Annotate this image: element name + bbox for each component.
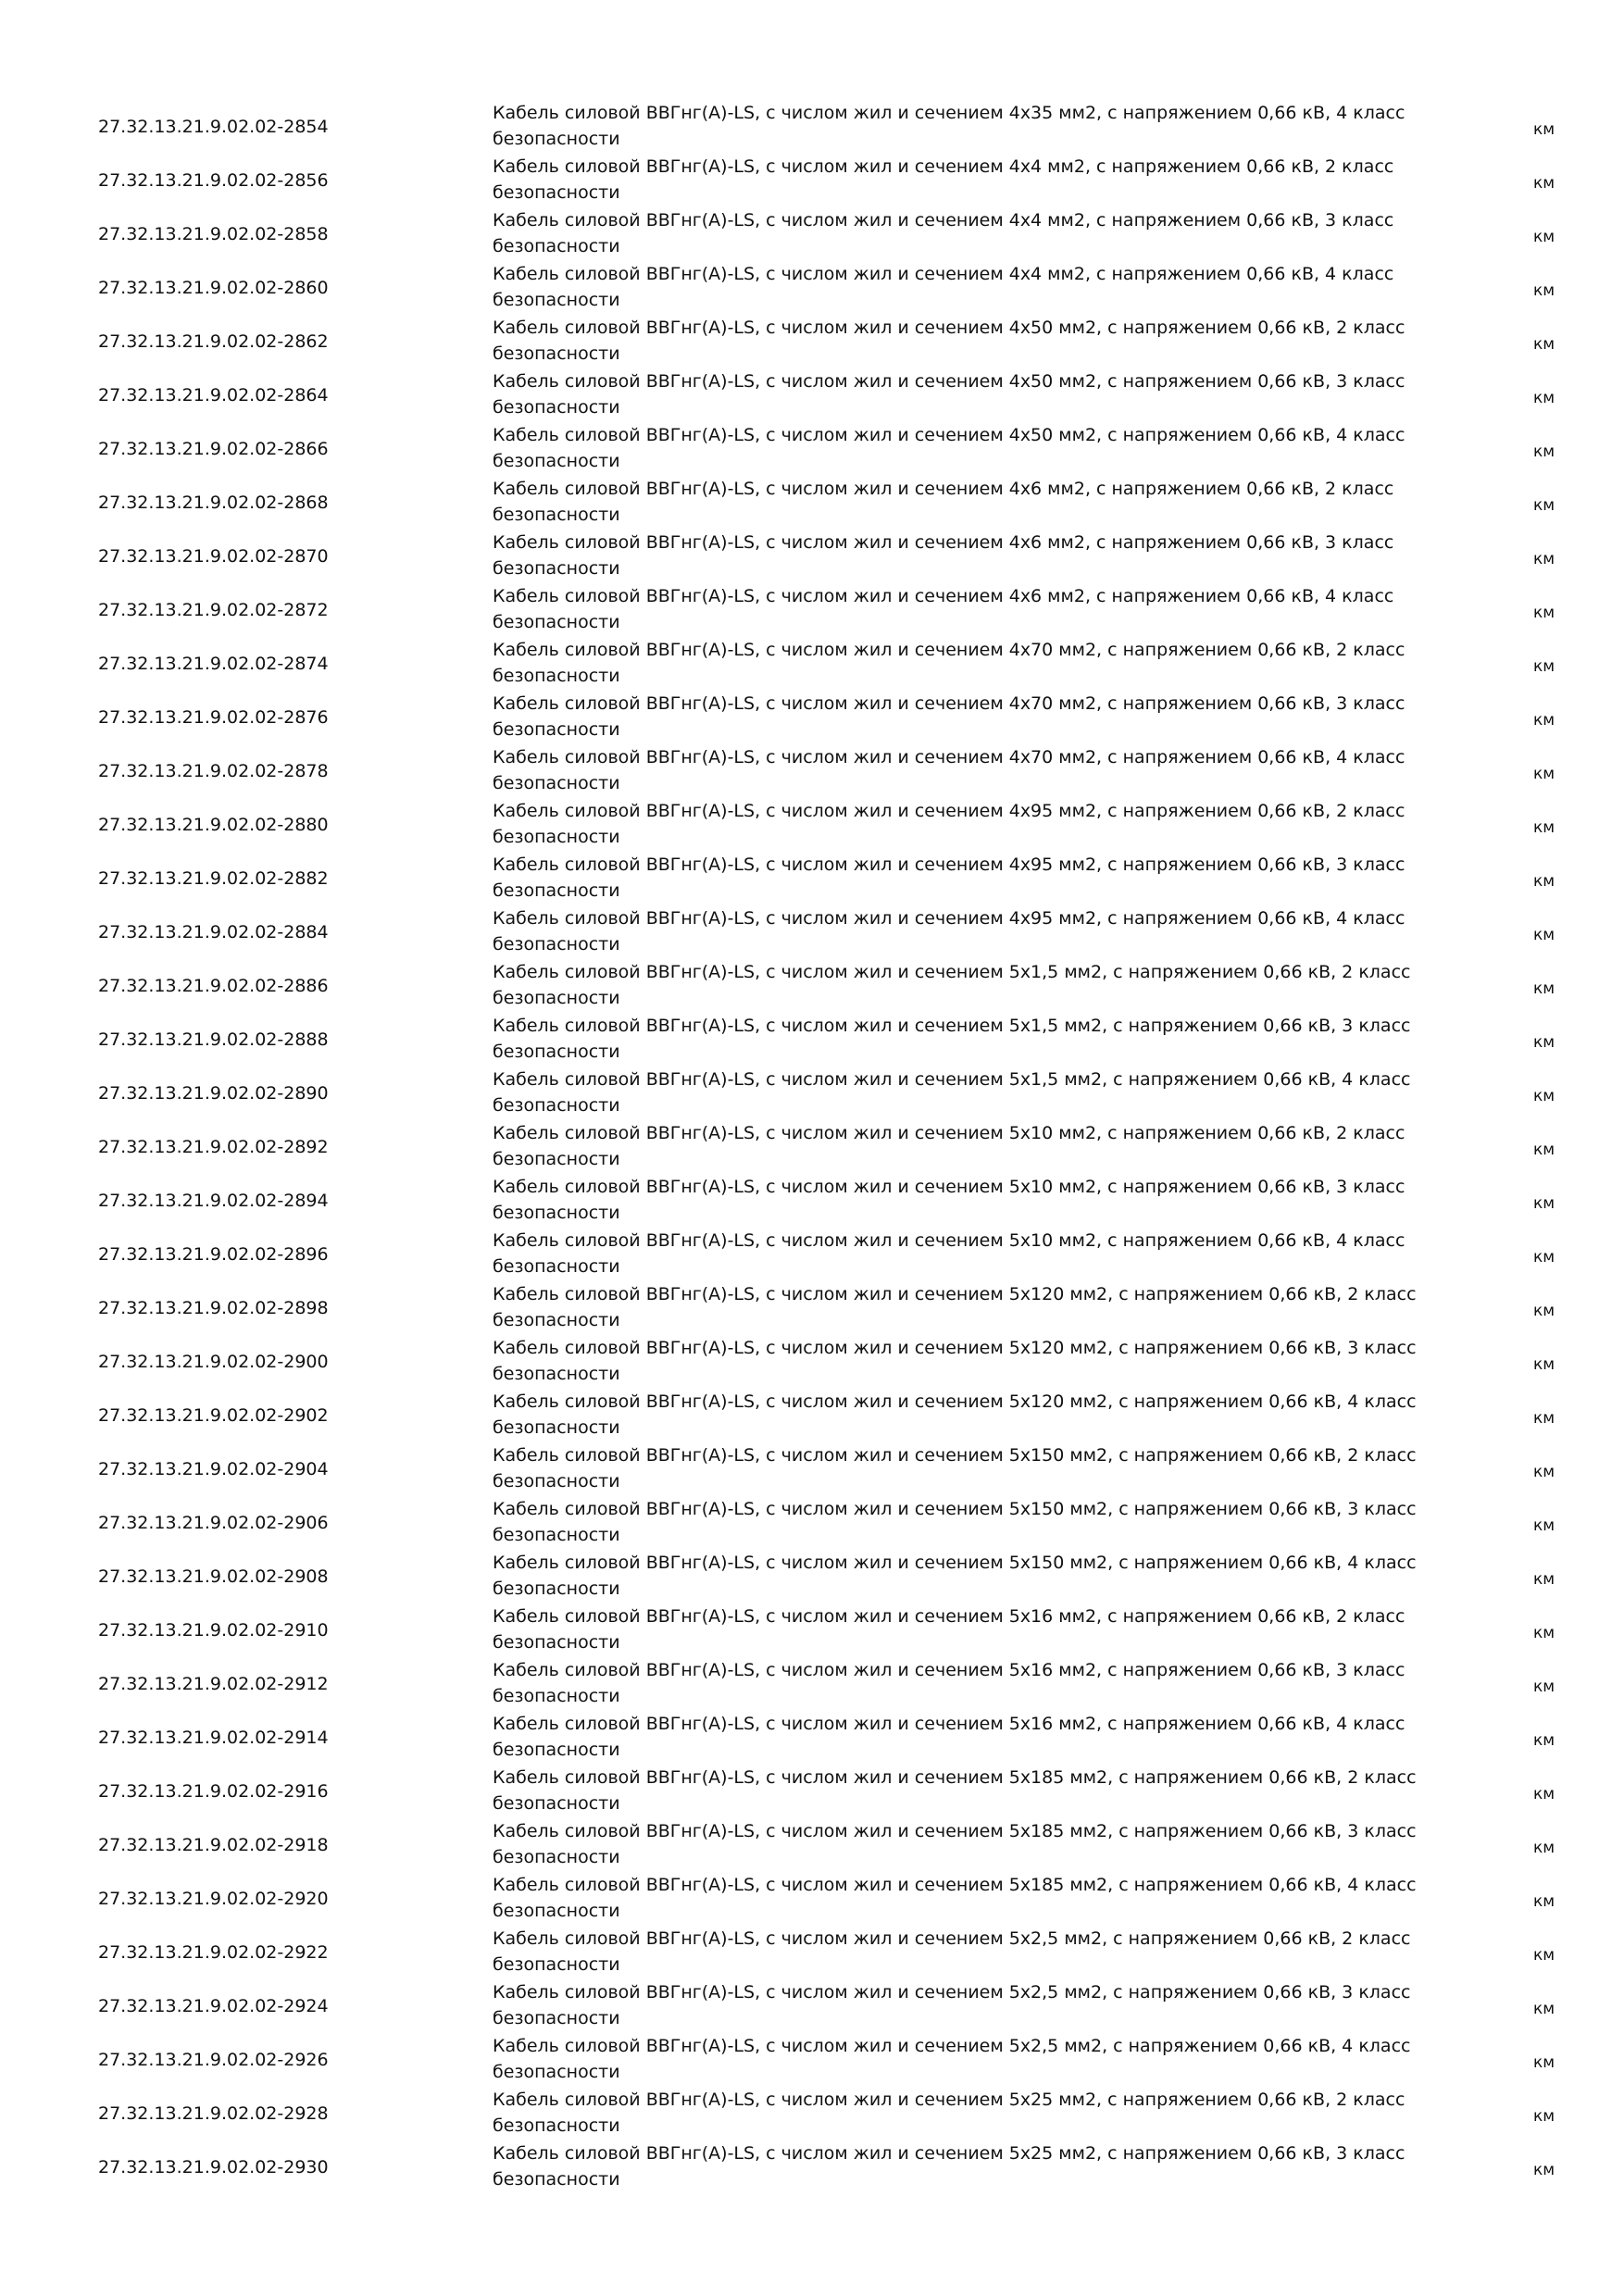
item-code: 27.32.13.21.9.02.02-2854 bbox=[98, 117, 329, 137]
item-description-line1: Кабель силовой ВВГнг(А)-LS, с числом жил и сечением 4х70 мм2, с напряжением 0,66 кВ, 2 класс bbox=[493, 640, 1405, 660]
item-description-line1: Кабель силовой ВВГнг(А)-LS, с числом жил и сечением 5х25 мм2, с напряжением 0,66 кВ, 3 класс bbox=[493, 2143, 1405, 2164]
item-description-line1: Кабель силовой ВВГнг(А)-LS, с числом жил и сечением 4х70 мм2, с напряжением 0,66 кВ, 3 класс bbox=[493, 693, 1405, 714]
item-unit: км bbox=[1533, 2107, 1555, 2126]
item-description-line1: Кабель силовой ВВГнг(А)-LS, с числом жил и сечением 4х6 мм2, с напряжением 0,66 кВ, 2 класс bbox=[493, 479, 1394, 499]
item-unit: км bbox=[1533, 120, 1555, 139]
item-description-line1: Кабель силовой ВВГнг(А)-LS, с числом жил и сечением 5х10 мм2, с напряжением 0,66 кВ, 4 класс bbox=[493, 1230, 1405, 1251]
item-code: 27.32.13.21.9.02.02-2924 bbox=[98, 1996, 329, 2016]
table-row bbox=[0, 154, 1624, 207]
item-unit: км bbox=[1533, 228, 1555, 246]
table-row bbox=[0, 422, 1624, 476]
item-description bbox=[493, 1067, 1418, 1118]
item-description-line2: безопасности bbox=[493, 2169, 620, 2190]
item-description-line2: безопасности bbox=[493, 1954, 620, 1975]
item-code: 27.32.13.21.9.02.02-2918 bbox=[98, 1835, 329, 1855]
item-description-line2: безопасности bbox=[493, 290, 620, 310]
item-description-line2: безопасности bbox=[493, 1042, 620, 1062]
item-description bbox=[493, 1711, 1418, 1763]
table-row bbox=[0, 1872, 1624, 1926]
item-description bbox=[493, 583, 1418, 635]
item-description bbox=[493, 1120, 1418, 1172]
table-row bbox=[0, 1765, 1624, 1818]
item-unit: км bbox=[1533, 2000, 1555, 2018]
item-description-line1: Кабель силовой ВВГнг(А)-LS, с числом жил и сечением 4х70 мм2, с напряжением 0,66 кВ, 4 класс bbox=[493, 747, 1405, 767]
table-row bbox=[0, 798, 1624, 852]
table-row bbox=[0, 1281, 1624, 1335]
item-description bbox=[493, 1765, 1418, 1816]
item-code: 27.32.13.21.9.02.02-2870 bbox=[98, 546, 329, 567]
item-description bbox=[493, 744, 1418, 796]
item-description-line2: безопасности bbox=[493, 2062, 620, 2082]
item-description-line1: Кабель силовой ВВГнг(А)-LS, с числом жил и сечением 5х185 мм2, с напряжением 0,66 кВ, 2 класс bbox=[493, 1767, 1417, 1788]
item-unit: км bbox=[1533, 496, 1555, 515]
table-row bbox=[0, 368, 1624, 422]
item-description-line1: Кабель силовой ВВГнг(А)-LS, с числом жил и сечением 4х50 мм2, с напряжением 0,66 кВ, 2 класс bbox=[493, 318, 1405, 338]
item-description-line2: безопасности bbox=[493, 612, 620, 632]
item-description-line2: безопасности bbox=[493, 1417, 620, 1438]
item-code: 27.32.13.21.9.02.02-2884 bbox=[98, 922, 329, 942]
item-code: 27.32.13.21.9.02.02-2874 bbox=[98, 654, 329, 674]
table-row bbox=[0, 1335, 1624, 1389]
item-code: 27.32.13.21.9.02.02-2916 bbox=[98, 1781, 329, 1802]
table-row bbox=[0, 1550, 1624, 1603]
item-description-line2: безопасности bbox=[493, 397, 620, 418]
table-row bbox=[0, 1926, 1624, 1979]
item-description-line1: Кабель силовой ВВГнг(А)-LS, с числом жил и сечением 4х4 мм2, с напряжением 0,66 кВ, 4 класс bbox=[493, 264, 1394, 284]
table-row bbox=[0, 1657, 1624, 1711]
item-description-line2: безопасности bbox=[493, 1740, 620, 1760]
item-description-line1: Кабель силовой ВВГнг(А)-LS, с числом жил и сечением 5х16 мм2, с напряжением 0,66 кВ, 4 класс bbox=[493, 1714, 1405, 1734]
item-description-line1: Кабель силовой ВВГнг(А)-LS, с числом жил и сечением 5х120 мм2, с напряжением 0,66 кВ, 3 класс bbox=[493, 1338, 1417, 1358]
item-code: 27.32.13.21.9.02.02-2888 bbox=[98, 1029, 329, 1050]
table-row bbox=[0, 691, 1624, 744]
table-row bbox=[0, 207, 1624, 261]
item-code: 27.32.13.21.9.02.02-2910 bbox=[98, 1620, 329, 1641]
item-description-line1: Кабель силовой ВВГнг(А)-LS, с числом жил и сечением 5х16 мм2, с напряжением 0,66 кВ, 3 класс bbox=[493, 1660, 1405, 1680]
item-description-line1: Кабель силовой ВВГнг(А)-LS, с числом жил и сечением 5х10 мм2, с напряжением 0,66 кВ, 3 класс bbox=[493, 1177, 1405, 1197]
item-description bbox=[493, 476, 1418, 528]
item-unit: км bbox=[1533, 1194, 1555, 1213]
item-description-line1: Кабель силовой ВВГнг(А)-LS, с числом жил и сечением 5х1,5 мм2, с напряжением 0,66 кВ, 3 класс bbox=[493, 1016, 1411, 1036]
item-unit: км bbox=[1533, 980, 1555, 998]
item-description bbox=[493, 1013, 1418, 1065]
item-description-line2: безопасности bbox=[493, 934, 620, 955]
item-description-line1: Кабель силовой ВВГнг(А)-LS, с числом жил и сечением 5х25 мм2, с напряжением 0,66 кВ, 2 класс bbox=[493, 2090, 1405, 2110]
item-description-line1: Кабель силовой ВВГнг(А)-LS, с числом жил и сечением 5х150 мм2, с напряжением 0,66 кВ, 2 класс bbox=[493, 1445, 1417, 1466]
item-description bbox=[493, 315, 1418, 367]
item-description bbox=[493, 100, 1418, 152]
table-row bbox=[0, 905, 1624, 959]
item-description-line2: безопасности bbox=[493, 1471, 620, 1491]
table-row bbox=[0, 1711, 1624, 1765]
table-row bbox=[0, 744, 1624, 798]
item-description bbox=[493, 852, 1418, 904]
item-unit: км bbox=[1533, 1570, 1555, 1589]
table-row bbox=[0, 1228, 1624, 1281]
item-description bbox=[493, 1979, 1418, 2031]
item-description-line2: безопасности bbox=[493, 451, 620, 471]
item-description bbox=[493, 1281, 1418, 1333]
table-row bbox=[0, 583, 1624, 637]
item-description bbox=[493, 1496, 1418, 1548]
item-description-line1: Кабель силовой ВВГнг(А)-LS, с числом жил и сечением 5х1,5 мм2, с напряжением 0,66 кВ, 2 класс bbox=[493, 962, 1411, 982]
item-unit: км bbox=[1533, 818, 1555, 837]
item-unit: км bbox=[1533, 1785, 1555, 1803]
table-row bbox=[0, 1389, 1624, 1442]
table-row bbox=[0, 1120, 1624, 1174]
item-unit: км bbox=[1533, 765, 1555, 783]
table-row bbox=[0, 1013, 1624, 1067]
item-code: 27.32.13.21.9.02.02-2882 bbox=[98, 868, 329, 889]
item-description bbox=[493, 530, 1418, 581]
item-description-line2: безопасности bbox=[493, 1364, 620, 1384]
item-code: 27.32.13.21.9.02.02-2906 bbox=[98, 1513, 329, 1533]
table-row bbox=[0, 852, 1624, 905]
item-description-line2: безопасности bbox=[493, 1149, 620, 1169]
item-description-line1: Кабель силовой ВВГнг(А)-LS, с числом жил и сечением 5х120 мм2, с напряжением 0,66 кВ, 2 класс bbox=[493, 1284, 1417, 1304]
item-code: 27.32.13.21.9.02.02-2864 bbox=[98, 385, 329, 406]
item-description bbox=[493, 1657, 1418, 1709]
item-description-line1: Кабель силовой ВВГнг(А)-LS, с числом жил и сечением 5х10 мм2, с напряжением 0,66 кВ, 2 класс bbox=[493, 1123, 1405, 1143]
item-description bbox=[493, 691, 1418, 742]
table-row bbox=[0, 2033, 1624, 2087]
table-row bbox=[0, 959, 1624, 1013]
item-description-line1: Кабель силовой ВВГнг(А)-LS, с числом жил и сечением 4х50 мм2, с напряжением 0,66 кВ, 3 класс bbox=[493, 371, 1405, 392]
item-code: 27.32.13.21.9.02.02-2902 bbox=[98, 1405, 329, 1426]
item-description-line2: безопасности bbox=[493, 343, 620, 364]
table-row bbox=[0, 2140, 1624, 2194]
item-description-line2: безопасности bbox=[493, 1095, 620, 1116]
table-row bbox=[0, 2087, 1624, 2140]
item-description bbox=[493, 1228, 1418, 1279]
item-description-line1: Кабель силовой ВВГнг(А)-LS, с числом жил и сечением 5х2,5 мм2, с напряжением 0,66 кВ, 3 класс bbox=[493, 1982, 1411, 2003]
item-description bbox=[493, 637, 1418, 689]
item-unit: км bbox=[1533, 1624, 1555, 1642]
item-unit: км bbox=[1533, 1892, 1555, 1911]
item-code: 27.32.13.21.9.02.02-2872 bbox=[98, 600, 329, 620]
item-description-line2: безопасности bbox=[493, 558, 620, 579]
item-description-line1: Кабель силовой ВВГнг(А)-LS, с числом жил и сечением 4х4 мм2, с напряжением 0,66 кВ, 3 класс bbox=[493, 210, 1394, 231]
item-description-line2: безопасности bbox=[493, 1686, 620, 1706]
item-description-line2: безопасности bbox=[493, 1256, 620, 1277]
item-description-line2: безопасности bbox=[493, 1901, 620, 1921]
item-description bbox=[493, 2140, 1418, 2192]
item-code: 27.32.13.21.9.02.02-2914 bbox=[98, 1728, 329, 1748]
item-description bbox=[493, 798, 1418, 850]
item-description bbox=[493, 1926, 1418, 1978]
item-description-line2: безопасности bbox=[493, 827, 620, 847]
item-unit: км bbox=[1533, 711, 1555, 730]
item-description bbox=[493, 2033, 1418, 2085]
item-unit: км bbox=[1533, 657, 1555, 676]
item-code: 27.32.13.21.9.02.02-2922 bbox=[98, 1942, 329, 1963]
item-description bbox=[493, 905, 1418, 957]
item-description bbox=[493, 1174, 1418, 1226]
item-code: 27.32.13.21.9.02.02-2862 bbox=[98, 331, 329, 352]
item-unit: км bbox=[1533, 1731, 1555, 1750]
item-description-line2: безопасности bbox=[493, 773, 620, 793]
item-code: 27.32.13.21.9.02.02-2904 bbox=[98, 1459, 329, 1479]
item-description-line1: Кабель силовой ВВГнг(А)-LS, с числом жил и сечением 4х35 мм2, с напряжением 0,66 кВ, 4 класс bbox=[493, 103, 1405, 123]
item-description-line2: безопасности bbox=[493, 1578, 620, 1599]
item-code: 27.32.13.21.9.02.02-2896 bbox=[98, 1244, 329, 1265]
item-code: 27.32.13.21.9.02.02-2868 bbox=[98, 493, 329, 513]
item-description-line1: Кабель силовой ВВГнг(А)-LS, с числом жил и сечением 4х6 мм2, с напряжением 0,66 кВ, 4 класс bbox=[493, 586, 1394, 606]
item-description-line1: Кабель силовой ВВГнг(А)-LS, с числом жил и сечением 4х50 мм2, с напряжением 0,66 кВ, 4 класс bbox=[493, 425, 1405, 445]
item-unit: км bbox=[1533, 1033, 1555, 1052]
item-description-line2: безопасности bbox=[493, 1793, 620, 1814]
item-description-line2: безопасности bbox=[493, 2115, 620, 2136]
item-unit: км bbox=[1533, 1248, 1555, 1267]
table-row bbox=[0, 1979, 1624, 2033]
item-code: 27.32.13.21.9.02.02-2900 bbox=[98, 1352, 329, 1372]
item-unit: км bbox=[1533, 872, 1555, 891]
item-description-line2: безопасности bbox=[493, 505, 620, 525]
item-unit: км bbox=[1533, 1516, 1555, 1535]
item-code: 27.32.13.21.9.02.02-2856 bbox=[98, 170, 329, 191]
item-unit: км bbox=[1533, 335, 1555, 354]
item-description-line1: Кабель силовой ВВГнг(А)-LS, с числом жил и сечением 5х2,5 мм2, с напряжением 0,66 кВ, 2 класс bbox=[493, 1928, 1411, 1949]
item-unit: км bbox=[1533, 281, 1555, 300]
table-row bbox=[0, 476, 1624, 530]
item-description-line2: безопасности bbox=[493, 1847, 620, 1867]
item-unit: км bbox=[1533, 1463, 1555, 1481]
table-row bbox=[0, 1818, 1624, 1872]
item-description bbox=[493, 1550, 1418, 1602]
table-row bbox=[0, 1067, 1624, 1120]
item-description bbox=[493, 959, 1418, 1011]
item-description bbox=[493, 1603, 1418, 1655]
item-description-line1: Кабель силовой ВВГнг(А)-LS, с числом жил и сечением 5х150 мм2, с напряжением 0,66 кВ, 3 класс bbox=[493, 1499, 1417, 1519]
item-code: 27.32.13.21.9.02.02-2890 bbox=[98, 1083, 329, 1104]
item-description-line2: безопасности bbox=[493, 719, 620, 740]
item-code: 27.32.13.21.9.02.02-2892 bbox=[98, 1137, 329, 1157]
item-unit: км bbox=[1533, 1302, 1555, 1320]
item-description bbox=[493, 1442, 1418, 1494]
item-code: 27.32.13.21.9.02.02-2880 bbox=[98, 815, 329, 835]
item-description-line1: Кабель силовой ВВГнг(А)-LS, с числом жил и сечением 5х185 мм2, с напряжением 0,66 кВ, 3 класс bbox=[493, 1821, 1417, 1841]
item-description-line1: Кабель силовой ВВГнг(А)-LS, с числом жил и сечением 5х16 мм2, с напряжением 0,66 кВ, 2 класс bbox=[493, 1606, 1405, 1627]
table-row bbox=[0, 100, 1624, 154]
item-description-line2: безопасности bbox=[493, 988, 620, 1008]
item-description-line2: безопасности bbox=[493, 880, 620, 901]
item-description-line1: Кабель силовой ВВГнг(А)-LS, с числом жил и сечением 4х95 мм2, с напряжением 0,66 кВ, 2 класс bbox=[493, 801, 1405, 821]
item-code: 27.32.13.21.9.02.02-2926 bbox=[98, 2050, 329, 2070]
item-code: 27.32.13.21.9.02.02-2928 bbox=[98, 2103, 329, 2124]
item-description-line1: Кабель силовой ВВГнг(А)-LS, с числом жил и сечением 5х2,5 мм2, с напряжением 0,66 кВ, 4 класс bbox=[493, 2036, 1411, 2056]
item-description bbox=[493, 1872, 1418, 1924]
item-description-line2: безопасности bbox=[493, 1203, 620, 1223]
item-code: 27.32.13.21.9.02.02-2920 bbox=[98, 1889, 329, 1909]
item-unit: км bbox=[1533, 1946, 1555, 1965]
item-unit: км bbox=[1533, 389, 1555, 407]
item-unit: км bbox=[1533, 2161, 1555, 2179]
item-description-line1: Кабель силовой ВВГнг(А)-LS, с числом жил и сечением 5х185 мм2, с напряжением 0,66 кВ, 4 класс bbox=[493, 1875, 1417, 1895]
table-row bbox=[0, 530, 1624, 583]
item-description bbox=[493, 154, 1418, 206]
item-unit: км bbox=[1533, 1355, 1555, 1374]
item-description-line1: Кабель силовой ВВГнг(А)-LS, с числом жил и сечением 4х95 мм2, с напряжением 0,66 кВ, 3 класс bbox=[493, 855, 1405, 875]
table-row bbox=[0, 261, 1624, 315]
item-code: 27.32.13.21.9.02.02-2930 bbox=[98, 2157, 329, 2177]
item-code: 27.32.13.21.9.02.02-2858 bbox=[98, 224, 329, 244]
table-row bbox=[0, 1603, 1624, 1657]
table-row bbox=[0, 1496, 1624, 1550]
item-description-line1: Кабель силовой ВВГнг(А)-LS, с числом жил и сечением 4х6 мм2, с напряжением 0,66 кВ, 3 класс bbox=[493, 532, 1394, 553]
item-description bbox=[493, 368, 1418, 420]
item-description bbox=[493, 261, 1418, 313]
item-description bbox=[493, 1335, 1418, 1387]
table-row bbox=[0, 1174, 1624, 1228]
item-description-line1: Кабель силовой ВВГнг(А)-LS, с числом жил и сечением 4х95 мм2, с напряжением 0,66 кВ, 4 класс bbox=[493, 908, 1405, 929]
item-code: 27.32.13.21.9.02.02-2866 bbox=[98, 439, 329, 459]
item-code: 27.32.13.21.9.02.02-2898 bbox=[98, 1298, 329, 1318]
item-description bbox=[493, 207, 1418, 259]
item-code: 27.32.13.21.9.02.02-2908 bbox=[98, 1566, 329, 1587]
item-description-line1: Кабель силовой ВВГнг(А)-LS, с числом жил и сечением 5х150 мм2, с напряжением 0,66 кВ, 4 класс bbox=[493, 1553, 1417, 1573]
item-description bbox=[493, 1389, 1418, 1441]
item-unit: км bbox=[1533, 2053, 1555, 2072]
item-description-line2: безопасности bbox=[493, 1525, 620, 1545]
item-description-line1: Кабель силовой ВВГнг(А)-LS, с числом жил и сечением 4х4 мм2, с напряжением 0,66 кВ, 2 класс bbox=[493, 156, 1394, 177]
item-description-line2: безопасности bbox=[493, 182, 620, 203]
item-description bbox=[493, 1818, 1418, 1870]
item-code: 27.32.13.21.9.02.02-2894 bbox=[98, 1191, 329, 1211]
item-unit: км bbox=[1533, 443, 1555, 461]
item-code: 27.32.13.21.9.02.02-2878 bbox=[98, 761, 329, 781]
item-code: 27.32.13.21.9.02.02-2860 bbox=[98, 278, 329, 298]
item-unit: км bbox=[1533, 174, 1555, 193]
item-unit: км bbox=[1533, 926, 1555, 944]
item-description-line2: безопасности bbox=[493, 2008, 620, 2028]
item-description bbox=[493, 422, 1418, 474]
table-row bbox=[0, 315, 1624, 368]
item-unit: км bbox=[1533, 1409, 1555, 1428]
item-description-line1: Кабель силовой ВВГнг(А)-LS, с числом жил и сечением 5х1,5 мм2, с напряжением 0,66 кВ, 4 класс bbox=[493, 1069, 1411, 1090]
item-code: 27.32.13.21.9.02.02-2876 bbox=[98, 707, 329, 728]
item-description-line2: безопасности bbox=[493, 129, 620, 149]
table-row bbox=[0, 637, 1624, 691]
price-list-table bbox=[0, 100, 1624, 2194]
item-unit: км bbox=[1533, 604, 1555, 622]
item-description-line2: безопасности bbox=[493, 1310, 620, 1330]
item-description bbox=[493, 2087, 1418, 2139]
table-row bbox=[0, 1442, 1624, 1496]
item-unit: км bbox=[1533, 550, 1555, 568]
item-code: 27.32.13.21.9.02.02-2912 bbox=[98, 1674, 329, 1694]
item-unit: км bbox=[1533, 1141, 1555, 1159]
item-unit: км bbox=[1533, 1087, 1555, 1105]
item-description-line2: безопасности bbox=[493, 236, 620, 256]
item-description-line2: безопасности bbox=[493, 666, 620, 686]
item-description-line2: безопасности bbox=[493, 1632, 620, 1653]
item-code: 27.32.13.21.9.02.02-2886 bbox=[98, 976, 329, 996]
item-unit: км bbox=[1533, 1839, 1555, 1857]
item-unit: км bbox=[1533, 1678, 1555, 1696]
item-description-line1: Кабель силовой ВВГнг(А)-LS, с числом жил и сечением 5х120 мм2, с напряжением 0,66 кВ, 4 класс bbox=[493, 1391, 1417, 1412]
